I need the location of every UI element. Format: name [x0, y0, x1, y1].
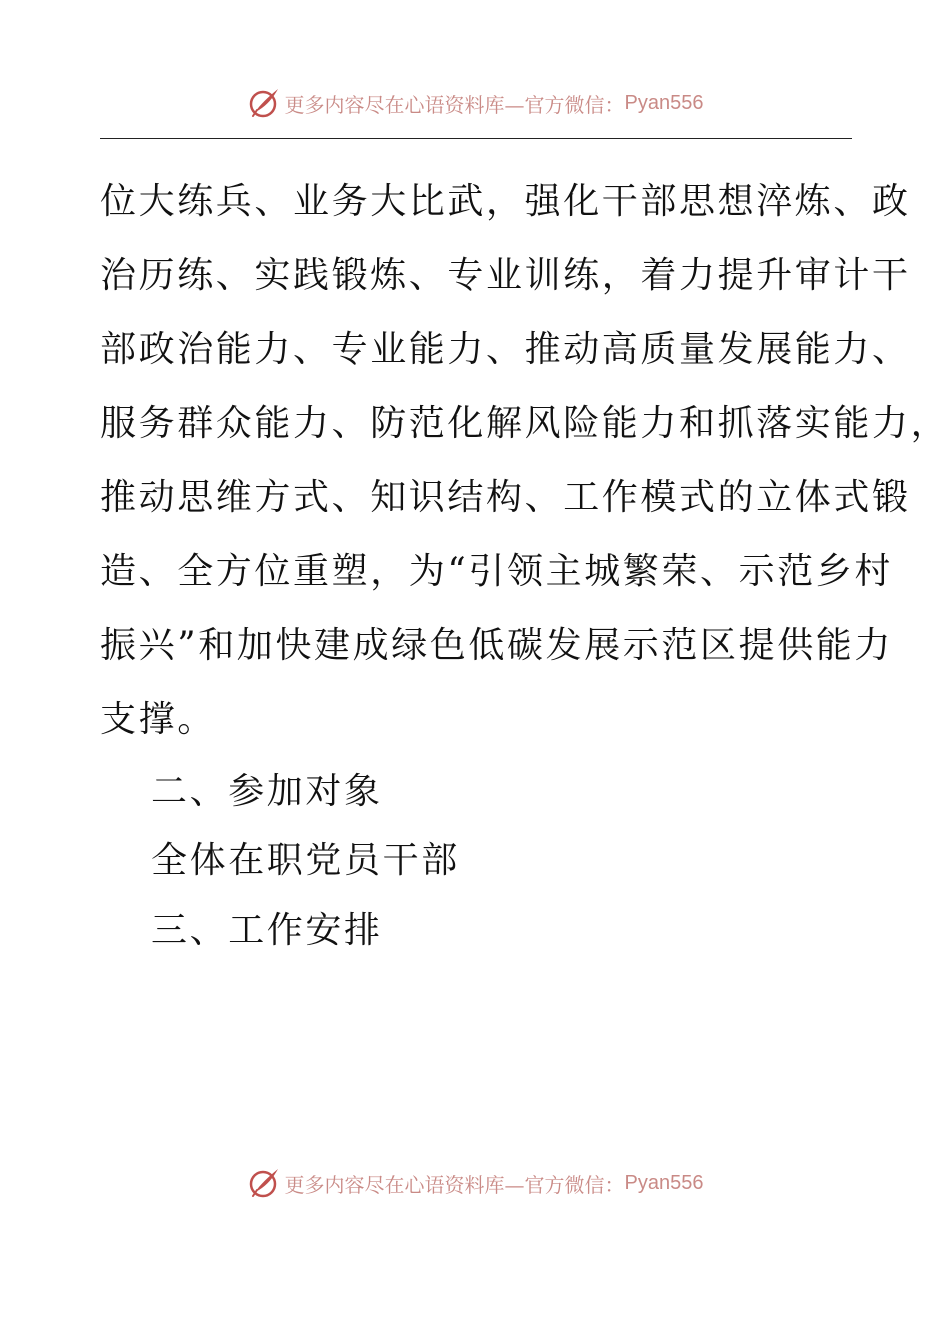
header-banner-id: Pyan556	[624, 91, 704, 114]
paragraph-line: 位大练兵、业务大比武，强化干部思想淬炼、政	[100, 181, 911, 222]
quill-pen-logo-icon	[247, 1166, 281, 1200]
participants-value: 全体在职党员干部	[151, 840, 460, 881]
paragraph-line: 振兴”和加快建成绿色低碳发展示范区提供能力	[100, 625, 894, 666]
header-divider	[100, 138, 852, 139]
header-banner	[0, 83, 950, 123]
paragraph-line: 部政治能力、专业能力、推动高质量发展能力、	[100, 329, 911, 370]
footer-banner-id: Pyan556	[624, 1171, 704, 1194]
footer-banner-text: 更多内容尽在心语资料库—官方微信：	[284, 1172, 625, 1197]
section-heading-participants: 二、参加对象	[151, 771, 383, 812]
footer-banner	[0, 1163, 950, 1203]
body-paragraph	[100, 165, 950, 757]
paragraph-line: 推动思维方式、知识结构、工作模式的立体式锻	[100, 477, 911, 518]
paragraph-line: 造、全方位重塑，为“引领主城繁荣、示范乡村	[100, 551, 894, 592]
paragraph-line: 服务群众能力、防范化解风险能力和抓落实能力，	[100, 403, 950, 444]
paragraph-line: 支撑。	[100, 699, 216, 740]
section-heading-schedule: 三、工作安排	[151, 910, 383, 951]
paragraph-line: 治历练、实践锻炼、专业训练，着力提升审计干	[100, 255, 911, 296]
header-banner-text: 更多内容尽在心语资料库—官方微信：	[284, 92, 625, 117]
quill-pen-logo-icon	[247, 86, 281, 120]
